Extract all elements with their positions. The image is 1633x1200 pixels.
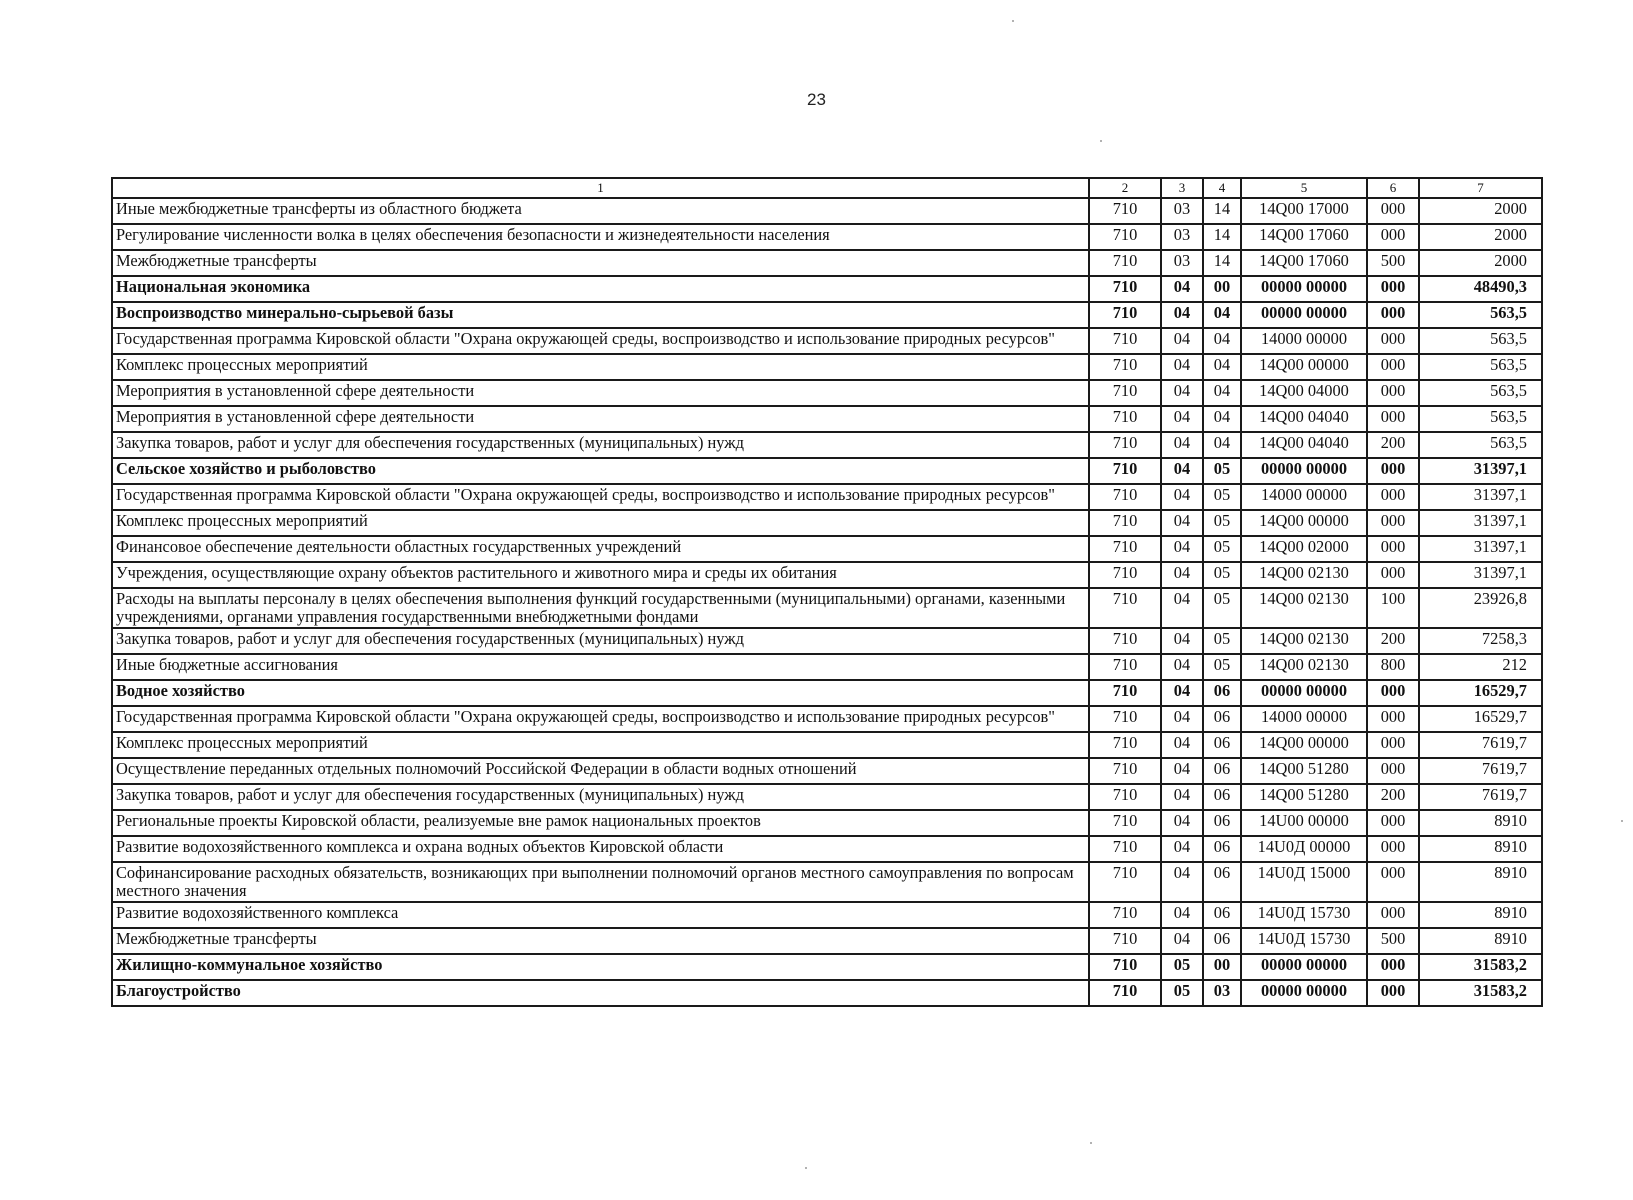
scan-speck — [1100, 140, 1102, 142]
ministry-code-cell: 710 — [1089, 902, 1161, 928]
column-header-amount: 7 — [1419, 178, 1542, 198]
expense-type-cell: 000 — [1367, 680, 1419, 706]
subsection-code-cell: 14 — [1203, 224, 1241, 250]
section-code-cell: 04 — [1161, 706, 1203, 732]
expense-type-cell: 200 — [1367, 784, 1419, 810]
column-header-section: 3 — [1161, 178, 1203, 198]
section-code-cell: 04 — [1161, 628, 1203, 654]
ministry-code-cell: 710 — [1089, 836, 1161, 862]
row-name-cell: Комплекс процессных мероприятий — [112, 354, 1089, 380]
expense-type-cell: 000 — [1367, 758, 1419, 784]
table-row — [112, 654, 1542, 680]
ministry-code-cell: 710 — [1089, 224, 1161, 250]
ministry-code-cell: 710 — [1089, 628, 1161, 654]
table-body — [112, 198, 1542, 1006]
table-row — [112, 406, 1542, 432]
table-row — [112, 928, 1542, 954]
table-row — [112, 536, 1542, 562]
scan-speck — [1090, 1142, 1092, 1144]
table-row — [112, 706, 1542, 732]
ministry-code-cell: 710 — [1089, 562, 1161, 588]
header-row — [112, 178, 1542, 198]
target-article-cell: 14U00 00000 — [1241, 810, 1367, 836]
ministry-code-cell: 710 — [1089, 732, 1161, 758]
table-row — [112, 328, 1542, 354]
budget-table — [111, 177, 1543, 1007]
subsection-code-cell: 06 — [1203, 732, 1241, 758]
expense-type-cell: 000 — [1367, 836, 1419, 862]
row-name-cell: Сельское хозяйство и рыболовство — [112, 458, 1089, 484]
ministry-code-cell: 710 — [1089, 954, 1161, 980]
target-article-cell: 14Q00 00000 — [1241, 354, 1367, 380]
subsection-code-cell: 03 — [1203, 980, 1241, 1006]
ministry-code-cell: 710 — [1089, 380, 1161, 406]
ministry-code-cell: 710 — [1089, 510, 1161, 536]
subsection-code-cell: 14 — [1203, 250, 1241, 276]
target-article-cell: 14Q00 02130 — [1241, 654, 1367, 680]
subsection-code-cell: 06 — [1203, 784, 1241, 810]
ministry-code-cell: 710 — [1089, 680, 1161, 706]
amount-cell: 563,5 — [1419, 302, 1542, 328]
subsection-code-cell: 05 — [1203, 536, 1241, 562]
target-article-cell: 00000 00000 — [1241, 980, 1367, 1006]
subsection-code-cell: 05 — [1203, 510, 1241, 536]
amount-cell: 31397,1 — [1419, 562, 1542, 588]
expense-type-cell: 000 — [1367, 902, 1419, 928]
amount-cell: 8910 — [1419, 862, 1542, 902]
section-code-cell: 04 — [1161, 276, 1203, 302]
target-article-cell: 00000 00000 — [1241, 954, 1367, 980]
ministry-code-cell: 710 — [1089, 458, 1161, 484]
section-code-cell: 04 — [1161, 510, 1203, 536]
target-article-cell: 00000 00000 — [1241, 680, 1367, 706]
section-code-cell: 04 — [1161, 588, 1203, 628]
amount-cell: 7258,3 — [1419, 628, 1542, 654]
section-code-cell: 04 — [1161, 654, 1203, 680]
target-article-cell: 14Q00 17000 — [1241, 198, 1367, 224]
subsection-code-cell: 06 — [1203, 836, 1241, 862]
table-row — [112, 954, 1542, 980]
section-code-cell: 04 — [1161, 562, 1203, 588]
ministry-code-cell: 710 — [1089, 758, 1161, 784]
table-row — [112, 902, 1542, 928]
row-name-cell: Региональные проекты Кировской области, реализуемые вне рамок национальных проектов — [112, 810, 1089, 836]
section-code-cell: 04 — [1161, 302, 1203, 328]
section-code-cell: 04 — [1161, 902, 1203, 928]
amount-cell: 31583,2 — [1419, 980, 1542, 1006]
row-name-cell: Межбюджетные трансферты — [112, 250, 1089, 276]
expense-type-cell: 000 — [1367, 510, 1419, 536]
ministry-code-cell: 710 — [1089, 588, 1161, 628]
target-article-cell: 14U0Д 15730 — [1241, 928, 1367, 954]
table-row — [112, 484, 1542, 510]
section-code-cell: 04 — [1161, 354, 1203, 380]
table-row — [112, 628, 1542, 654]
section-code-cell: 04 — [1161, 328, 1203, 354]
section-code-cell: 05 — [1161, 980, 1203, 1006]
table-row — [112, 302, 1542, 328]
expense-type-cell: 000 — [1367, 276, 1419, 302]
expense-type-cell: 000 — [1367, 562, 1419, 588]
subsection-code-cell: 00 — [1203, 276, 1241, 302]
column-header-subsection: 4 — [1203, 178, 1241, 198]
scan-speck — [805, 1167, 807, 1169]
table-row — [112, 862, 1542, 902]
amount-cell: 8910 — [1419, 836, 1542, 862]
target-article-cell: 14Q00 17060 — [1241, 224, 1367, 250]
ministry-code-cell: 710 — [1089, 250, 1161, 276]
ministry-code-cell: 710 — [1089, 810, 1161, 836]
row-name-cell: Закупка товаров, работ и услуг для обеспечения государственных (муниципальных) нужд — [112, 784, 1089, 810]
target-article-cell: 14Q00 04040 — [1241, 406, 1367, 432]
row-name-cell: Развитие водохозяйственного комплекса и охрана водных объектов Кировской области — [112, 836, 1089, 862]
subsection-code-cell: 05 — [1203, 562, 1241, 588]
subsection-code-cell: 04 — [1203, 432, 1241, 458]
target-article-cell: 14Q00 51280 — [1241, 758, 1367, 784]
amount-cell: 8910 — [1419, 810, 1542, 836]
table-row — [112, 432, 1542, 458]
amount-cell: 31397,1 — [1419, 458, 1542, 484]
scan-speck — [1012, 20, 1014, 22]
target-article-cell: 14000 00000 — [1241, 484, 1367, 510]
expense-type-cell: 800 — [1367, 654, 1419, 680]
ministry-code-cell: 710 — [1089, 432, 1161, 458]
ministry-code-cell: 710 — [1089, 198, 1161, 224]
subsection-code-cell: 05 — [1203, 588, 1241, 628]
row-name-cell: Расходы на выплаты персоналу в целях обеспечения выполнения функций государственными (муниципальными) органами, казенными учреждениями, органами управления государственными внебюджетными фондами — [112, 588, 1089, 628]
ministry-code-cell: 710 — [1089, 862, 1161, 902]
amount-cell: 7619,7 — [1419, 784, 1542, 810]
section-code-cell: 04 — [1161, 458, 1203, 484]
expense-type-cell: 000 — [1367, 406, 1419, 432]
expense-type-cell: 000 — [1367, 354, 1419, 380]
subsection-code-cell: 04 — [1203, 328, 1241, 354]
subsection-code-cell: 14 — [1203, 198, 1241, 224]
table-row — [112, 810, 1542, 836]
expense-type-cell: 000 — [1367, 706, 1419, 732]
ministry-code-cell: 710 — [1089, 706, 1161, 732]
row-name-cell: Закупка товаров, работ и услуг для обеспечения государственных (муниципальных) нужд — [112, 432, 1089, 458]
row-name-cell: Государственная программа Кировской области "Охрана окружающей среды, воспроизводство и использование природных ресурсов" — [112, 484, 1089, 510]
section-code-cell: 03 — [1161, 198, 1203, 224]
ministry-code-cell: 710 — [1089, 276, 1161, 302]
target-article-cell: 14U0Д 00000 — [1241, 836, 1367, 862]
subsection-code-cell: 06 — [1203, 902, 1241, 928]
section-code-cell: 03 — [1161, 250, 1203, 276]
expense-type-cell: 000 — [1367, 732, 1419, 758]
table-row — [112, 458, 1542, 484]
page-number: 23 — [807, 90, 826, 109]
row-name-cell: Мероприятия в установленной сфере деятельности — [112, 406, 1089, 432]
row-name-cell: Межбюджетные трансферты — [112, 928, 1089, 954]
subsection-code-cell: 05 — [1203, 654, 1241, 680]
amount-cell: 31397,1 — [1419, 484, 1542, 510]
row-name-cell: Комплекс процессных мероприятий — [112, 732, 1089, 758]
ministry-code-cell: 710 — [1089, 484, 1161, 510]
row-name-cell: Осуществление переданных отдельных полномочий Российской Федерации в области водных отношений — [112, 758, 1089, 784]
column-header-target-article: 5 — [1241, 178, 1367, 198]
table-row — [112, 980, 1542, 1006]
row-name-cell: Финансовое обеспечение деятельности областных государственных учреждений — [112, 536, 1089, 562]
expense-type-cell: 500 — [1367, 928, 1419, 954]
table-row — [112, 224, 1542, 250]
target-article-cell: 00000 00000 — [1241, 302, 1367, 328]
amount-cell: 212 — [1419, 654, 1542, 680]
amount-cell: 31397,1 — [1419, 536, 1542, 562]
expense-type-cell: 000 — [1367, 810, 1419, 836]
column-header-ministry: 2 — [1089, 178, 1161, 198]
section-code-cell: 04 — [1161, 784, 1203, 810]
subsection-code-cell: 04 — [1203, 302, 1241, 328]
table-row — [112, 562, 1542, 588]
ministry-code-cell: 710 — [1089, 654, 1161, 680]
expense-type-cell: 000 — [1367, 954, 1419, 980]
subsection-code-cell: 05 — [1203, 484, 1241, 510]
amount-cell: 31397,1 — [1419, 510, 1542, 536]
ministry-code-cell: 710 — [1089, 536, 1161, 562]
expense-type-cell: 000 — [1367, 536, 1419, 562]
amount-cell: 23926,8 — [1419, 588, 1542, 628]
amount-cell: 7619,7 — [1419, 758, 1542, 784]
subsection-code-cell: 06 — [1203, 862, 1241, 902]
target-article-cell: 14U0Д 15000 — [1241, 862, 1367, 902]
ministry-code-cell: 710 — [1089, 302, 1161, 328]
row-name-cell: Закупка товаров, работ и услуг для обеспечения государственных (муниципальных) нужд — [112, 628, 1089, 654]
row-name-cell: Иные межбюджетные трансферты из областного бюджета — [112, 198, 1089, 224]
expense-type-cell: 100 — [1367, 588, 1419, 628]
subsection-code-cell: 05 — [1203, 628, 1241, 654]
ministry-code-cell: 710 — [1089, 980, 1161, 1006]
amount-cell: 31583,2 — [1419, 954, 1542, 980]
table-row — [112, 276, 1542, 302]
amount-cell: 16529,7 — [1419, 680, 1542, 706]
subsection-code-cell: 04 — [1203, 354, 1241, 380]
table-row — [112, 784, 1542, 810]
target-article-cell: 00000 00000 — [1241, 458, 1367, 484]
target-article-cell: 14U0Д 15730 — [1241, 902, 1367, 928]
ministry-code-cell: 710 — [1089, 928, 1161, 954]
amount-cell: 563,5 — [1419, 406, 1542, 432]
row-name-cell: Регулирование численности волка в целях обеспечения безопасности и жизнедеятельности населения — [112, 224, 1089, 250]
target-article-cell: 14Q00 00000 — [1241, 510, 1367, 536]
expense-type-cell: 200 — [1367, 628, 1419, 654]
table-row — [112, 758, 1542, 784]
row-name-cell: Жилищно-коммунальное хозяйство — [112, 954, 1089, 980]
target-article-cell: 14Q00 51280 — [1241, 784, 1367, 810]
table-row — [112, 198, 1542, 224]
table-row — [112, 732, 1542, 758]
subsection-code-cell: 04 — [1203, 406, 1241, 432]
expense-type-cell: 000 — [1367, 380, 1419, 406]
table-row — [112, 380, 1542, 406]
row-name-cell: Воспроизводство минерально-сырьевой базы — [112, 302, 1089, 328]
section-code-cell: 04 — [1161, 758, 1203, 784]
subsection-code-cell: 06 — [1203, 928, 1241, 954]
section-code-cell: 04 — [1161, 928, 1203, 954]
target-article-cell: 14Q00 04040 — [1241, 432, 1367, 458]
subsection-code-cell: 06 — [1203, 758, 1241, 784]
subsection-code-cell: 00 — [1203, 954, 1241, 980]
row-name-cell: Государственная программа Кировской области "Охрана окружающей среды, воспроизводство и использование природных ресурсов" — [112, 328, 1089, 354]
expense-type-cell: 000 — [1367, 862, 1419, 902]
section-code-cell: 04 — [1161, 536, 1203, 562]
row-name-cell: Государственная программа Кировской области "Охрана окружающей среды, воспроизводство и использование природных ресурсов" — [112, 706, 1089, 732]
amount-cell: 8910 — [1419, 902, 1542, 928]
amount-cell: 16529,7 — [1419, 706, 1542, 732]
amount-cell: 563,5 — [1419, 328, 1542, 354]
ministry-code-cell: 710 — [1089, 784, 1161, 810]
section-code-cell: 04 — [1161, 862, 1203, 902]
row-name-cell: Софинансирование расходных обязательств, возникающих при выполнении полномочий органов местного самоуправления по вопросам местного значения — [112, 862, 1089, 902]
table-row — [112, 250, 1542, 276]
ministry-code-cell: 710 — [1089, 354, 1161, 380]
row-name-cell: Учреждения, осуществляющие охрану объектов растительного и животного мира и среды их обитания — [112, 562, 1089, 588]
target-article-cell: 14000 00000 — [1241, 328, 1367, 354]
table-row — [112, 588, 1542, 628]
row-name-cell: Благоустройство — [112, 980, 1089, 1006]
row-name-cell: Развитие водохозяйственного комплекса — [112, 902, 1089, 928]
table-row — [112, 354, 1542, 380]
expense-type-cell: 000 — [1367, 328, 1419, 354]
table-row — [112, 680, 1542, 706]
target-article-cell: 00000 00000 — [1241, 276, 1367, 302]
section-code-cell: 04 — [1161, 380, 1203, 406]
target-article-cell: 14Q00 02130 — [1241, 588, 1367, 628]
expense-type-cell: 000 — [1367, 980, 1419, 1006]
target-article-cell: 14Q00 02130 — [1241, 562, 1367, 588]
ministry-code-cell: 710 — [1089, 328, 1161, 354]
expense-type-cell: 000 — [1367, 302, 1419, 328]
column-header-expense-type: 6 — [1367, 178, 1419, 198]
row-name-cell: Водное хозяйство — [112, 680, 1089, 706]
table-row — [112, 510, 1542, 536]
expense-type-cell: 200 — [1367, 432, 1419, 458]
subsection-code-cell: 05 — [1203, 458, 1241, 484]
table-row — [112, 836, 1542, 862]
section-code-cell: 04 — [1161, 732, 1203, 758]
target-article-cell: 14Q00 00000 — [1241, 732, 1367, 758]
amount-cell: 2000 — [1419, 250, 1542, 276]
section-code-cell: 04 — [1161, 432, 1203, 458]
subsection-code-cell: 06 — [1203, 680, 1241, 706]
row-name-cell: Мероприятия в установленной сфере деятельности — [112, 380, 1089, 406]
amount-cell: 563,5 — [1419, 380, 1542, 406]
amount-cell: 48490,3 — [1419, 276, 1542, 302]
expense-type-cell: 500 — [1367, 250, 1419, 276]
amount-cell: 2000 — [1419, 224, 1542, 250]
amount-cell: 8910 — [1419, 928, 1542, 954]
row-name-cell: Национальная экономика — [112, 276, 1089, 302]
expense-type-cell: 000 — [1367, 484, 1419, 510]
section-code-cell: 04 — [1161, 484, 1203, 510]
row-name-cell: Иные бюджетные ассигнования — [112, 654, 1089, 680]
section-code-cell: 05 — [1161, 954, 1203, 980]
section-code-cell: 04 — [1161, 406, 1203, 432]
subsection-code-cell: 04 — [1203, 380, 1241, 406]
target-article-cell: 14Q00 17060 — [1241, 250, 1367, 276]
amount-cell: 563,5 — [1419, 354, 1542, 380]
section-code-cell: 04 — [1161, 680, 1203, 706]
scan-speck — [1621, 820, 1623, 822]
section-code-cell: 03 — [1161, 224, 1203, 250]
section-code-cell: 04 — [1161, 810, 1203, 836]
row-name-cell: Комплекс процессных мероприятий — [112, 510, 1089, 536]
ministry-code-cell: 710 — [1089, 406, 1161, 432]
column-header-name: 1 — [112, 178, 1089, 198]
target-article-cell: 14Q00 02000 — [1241, 536, 1367, 562]
target-article-cell: 14Q00 04000 — [1241, 380, 1367, 406]
amount-cell: 2000 — [1419, 198, 1542, 224]
amount-cell: 563,5 — [1419, 432, 1542, 458]
target-article-cell: 14Q00 02130 — [1241, 628, 1367, 654]
target-article-cell: 14000 00000 — [1241, 706, 1367, 732]
section-code-cell: 04 — [1161, 836, 1203, 862]
subsection-code-cell: 06 — [1203, 706, 1241, 732]
expense-type-cell: 000 — [1367, 224, 1419, 250]
expense-type-cell: 000 — [1367, 198, 1419, 224]
amount-cell: 7619,7 — [1419, 732, 1542, 758]
expense-type-cell: 000 — [1367, 458, 1419, 484]
subsection-code-cell: 06 — [1203, 810, 1241, 836]
